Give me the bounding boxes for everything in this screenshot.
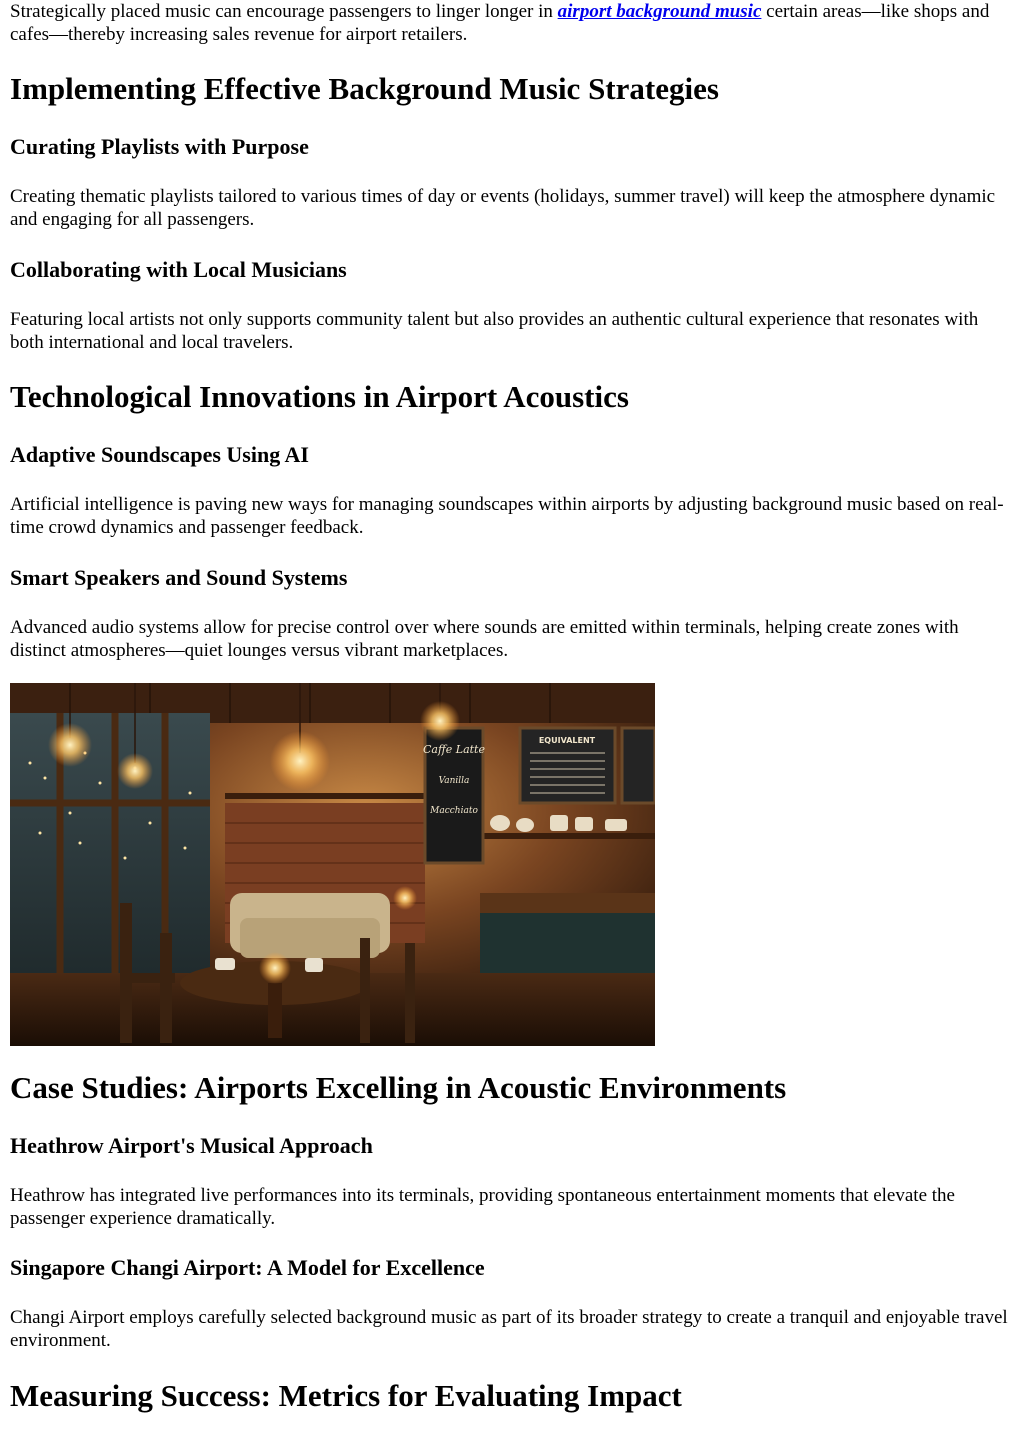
paragraph-curating-playlists: Creating thematic playlists tailored to various times of day or events (holidays, summer travel) will keep the atmosphere dynamic and engaging for all passengers. bbox=[10, 186, 996, 230]
subheading-heathrow: Heathrow Airport's Musical Approach bbox=[10, 1133, 373, 1158]
paragraph-changi: Changi Airport employs carefully selected background music as part of its broader strategy to create a tranquil and enjoyable travel environment. bbox=[10, 1307, 1008, 1351]
cafe-interior-image bbox=[10, 683, 655, 1046]
subheading-curating-playlists: Curating Playlists with Purpose bbox=[10, 134, 309, 159]
sign-caffe-latte: Caffe Latte bbox=[423, 743, 485, 756]
menu-board-title: EQUIVALENT bbox=[538, 736, 596, 745]
intro-paragraph bbox=[10, 0, 1010, 46]
paragraph-heathrow: Heathrow has integrated live performances into its terminals, providing spontaneous entertainment moments that elevate the passenger experience dramatically. bbox=[10, 1185, 955, 1229]
airport-background-music-link[interactable]: airport background music bbox=[557, 1, 762, 22]
subheading-adaptive-soundscapes: Adaptive Soundscapes Using AI bbox=[10, 442, 309, 467]
sign-vanilla: Vanilla bbox=[438, 776, 470, 786]
section-heading-strategies: Implementing Effective Background Music Strategies bbox=[10, 71, 719, 106]
subheading-changi: Singapore Changi Airport: A Model for Excellence bbox=[10, 1255, 485, 1280]
paragraph-local-musicians: Featuring local artists not only supports community talent but also provides an authentic cultural experience that resonates with both international and local travelers. bbox=[10, 309, 979, 353]
paragraph-smart-speakers: Advanced audio systems allow for precise control over where sounds are emitted within terminals, helping create zones with distinct atmospheres—quiet lounges versus vibrant marketplaces. bbox=[10, 617, 959, 661]
sign-macchiato: Macchiato bbox=[430, 806, 478, 816]
section-heading-tech-innovations: Technological Innovations in Airport Acoustics bbox=[10, 379, 629, 414]
paragraph-adaptive-soundscapes: Artificial intelligence is paving new ways for managing soundscapes within airports by adjusting background music based on real-time crowd dynamics and passenger feedback. bbox=[10, 494, 1004, 538]
section-heading-measuring-success: Measuring Success: Metrics for Evaluating Impact bbox=[10, 1378, 682, 1413]
intro-text-after: certain areas—like shops and cafes—thereby increasing sales revenue for airport retailers. bbox=[10, 1, 990, 45]
subheading-smart-speakers: Smart Speakers and Sound Systems bbox=[10, 565, 348, 590]
intro-text-before: Strategically placed music can encourage passengers to linger longer in bbox=[10, 1, 558, 22]
subheading-local-musicians: Collaborating with Local Musicians bbox=[10, 257, 347, 282]
section-heading-case-studies: Case Studies: Airports Excelling in Acoustic Environments bbox=[10, 1070, 787, 1105]
